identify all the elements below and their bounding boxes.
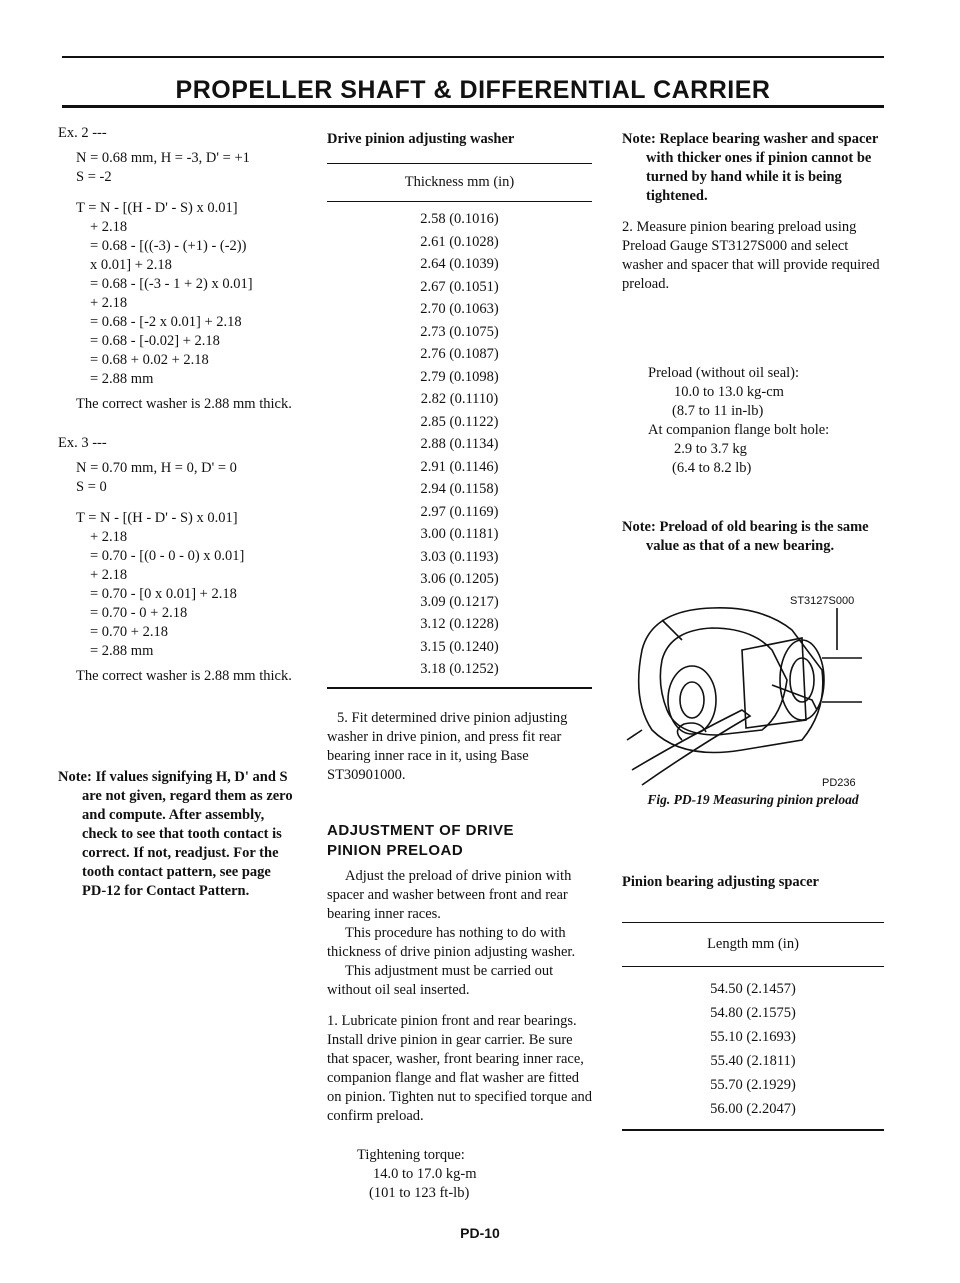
ex3-line: = 0.70 + 2.18 bbox=[90, 624, 168, 640]
ex2-title: Ex. 2 --- bbox=[58, 125, 107, 141]
column-preload bbox=[622, 130, 884, 1131]
spacer-table bbox=[622, 922, 884, 1131]
ex2-conclusion: The correct washer is 2.88 mm thick. bbox=[76, 396, 292, 412]
washer-row: 2.82 (0.1110) bbox=[420, 391, 499, 407]
step-1: 1. Lubricate pinion front and rear bearings. Install drive pinion in gear carrier. Be sure that spacer, washer, front bearing inner race, companion flange and flat washer are fitted on pinion. Tighten nut to specified torque and confirm preload. bbox=[327, 1012, 593, 1124]
preload-value-imperial: (8.7 to 11 in-lb) bbox=[672, 403, 764, 419]
spacer-row: 54.50 (2.1457) bbox=[710, 981, 796, 997]
washer-row: 2.76 (0.1087) bbox=[420, 346, 499, 362]
preload-value-metric: 10.0 to 13.0 kg-cm bbox=[674, 384, 784, 400]
washer-row: 2.64 (0.1039) bbox=[420, 256, 499, 272]
ex3-line: + 2.18 bbox=[90, 567, 128, 583]
section-title-line2: PINION PRELOAD bbox=[327, 841, 464, 859]
ex3-given-1: N = 0.70 mm, H = 0, D' = 0 bbox=[76, 460, 237, 476]
spacer-row: 55.70 (2.1929) bbox=[710, 1077, 796, 1093]
ex2-line: + 2.18 bbox=[90, 295, 128, 311]
note-old-bearing: Note: Preload of old bearing is the same value as that of a new bearing. bbox=[622, 519, 869, 554]
ex2-line: + 2.18 bbox=[90, 219, 128, 235]
washer-row: 2.94 (0.1158) bbox=[420, 481, 499, 497]
torque-label: Tightening torque: bbox=[357, 1146, 465, 1163]
ex3-given-2: S = 0 bbox=[76, 479, 107, 495]
preload-label: Preload (without oil seal): bbox=[648, 365, 800, 381]
top-rule bbox=[62, 56, 884, 58]
column-examples bbox=[58, 124, 298, 901]
fig-tool-label: ST3127S000 bbox=[790, 595, 855, 607]
washer-row: 3.00 (0.1181) bbox=[420, 526, 499, 542]
section-title-line1: ADJUSTMENT OF DRIVE bbox=[327, 821, 515, 839]
ex3-line: + 2.18 bbox=[90, 529, 128, 545]
washer-row: 2.79 (0.1098) bbox=[420, 368, 499, 385]
ex3-conclusion: The correct washer is 2.88 mm thick. bbox=[76, 668, 292, 684]
ex3-line: = 0.70 - [(0 - 0 - 0) x 0.01] bbox=[90, 548, 245, 564]
step-2: 2. Measure pinion bearing preload using Preload Gauge ST3127S000 and select washer and spacer that will provide required preload. bbox=[622, 219, 880, 292]
washer-row: 3.06 (0.1205) bbox=[420, 571, 499, 587]
ex2-given-2: S = -2 bbox=[76, 169, 112, 185]
ex2-line: = 0.68 + 0.02 + 2.18 bbox=[90, 352, 209, 368]
spacer-row: 55.10 (2.1693) bbox=[710, 1029, 796, 1045]
page-number: PD-10 bbox=[460, 1225, 500, 1241]
column-washer-table bbox=[327, 130, 592, 1203]
page-header: PROPELLER SHAFT & DIFFERENTIAL CARRIER bbox=[175, 76, 771, 104]
ex2-given-1: N = 0.68 mm, H = -3, D' = +1 bbox=[76, 150, 250, 166]
figure-caption: Fig. PD-19 Measuring pinion preload bbox=[647, 792, 859, 807]
washer-row: 3.18 (0.1252) bbox=[420, 661, 499, 677]
ex3-line: = 2.88 mm bbox=[90, 643, 154, 659]
ex3-line: = 0.70 - 0 + 2.18 bbox=[90, 605, 188, 621]
ex3-line: T = N - [(H - D' - S) x 0.01] bbox=[76, 510, 238, 526]
washer-row: 2.67 (0.1051) bbox=[420, 278, 499, 295]
washer-row: 3.15 (0.1240) bbox=[420, 638, 499, 655]
washer-table-title: Drive pinion adjusting washer bbox=[327, 131, 515, 147]
ex2-line: = 0.68 - [-0.02] + 2.18 bbox=[90, 333, 220, 349]
ex2-line: T = N - [(H - D' - S) x 0.01] bbox=[76, 200, 238, 216]
washer-table bbox=[327, 163, 592, 689]
washer-row: 2.70 (0.1063) bbox=[420, 301, 499, 317]
spacer-table-header: Length mm (in) bbox=[707, 936, 799, 952]
preload-paragraph-2: This procedure has nothing to do with thickness of drive pinion adjusting washer. bbox=[327, 924, 576, 960]
flange-value-metric: 2.9 to 3.7 kg bbox=[674, 441, 747, 457]
preload-paragraph-1: Adjust the preload of drive pinion with spacer and washer between front and rear bearing inner races. bbox=[327, 867, 572, 922]
spacer-table-title: Pinion bearing adjusting spacer bbox=[622, 874, 819, 890]
ex2-line: = 0.68 - [(-3 - 1 + 2) x 0.01] bbox=[90, 276, 253, 292]
torque-value-imperial: (101 to 123 ft-lb) bbox=[369, 1184, 470, 1201]
washer-row: 2.73 (0.1075) bbox=[420, 323, 499, 340]
spacer-row: 54.80 (2.1575) bbox=[710, 1005, 796, 1021]
washer-row: 2.58 (0.1016) bbox=[420, 211, 499, 227]
washer-row: 2.61 (0.1028) bbox=[420, 233, 499, 250]
torque-value-metric: 14.0 to 17.0 kg-m bbox=[373, 1165, 477, 1182]
washer-row: 3.03 (0.1193) bbox=[420, 548, 499, 565]
ex2-line: x 0.01] + 2.18 bbox=[90, 257, 172, 273]
note-replace-washer: Note: Replace bearing washer and spacer with thicker ones if pinion cannot be turned by hand while it is being tightened. bbox=[622, 131, 879, 204]
fig-code: PD236 bbox=[822, 777, 856, 789]
washer-row: 2.97 (0.1169) bbox=[420, 503, 499, 520]
washer-row: 2.85 (0.1122) bbox=[420, 413, 499, 430]
spacer-row: 56.00 (2.2047) bbox=[710, 1101, 796, 1117]
flange-label: At companion flange bolt hole: bbox=[648, 422, 830, 438]
washer-row: 2.91 (0.1146) bbox=[420, 458, 499, 475]
figure-preload-gauge bbox=[622, 590, 884, 790]
washer-row: 2.88 (0.1134) bbox=[420, 436, 499, 452]
washer-table-header: Thickness mm (in) bbox=[404, 174, 515, 190]
ex3-line: = 0.70 - [0 x 0.01] + 2.18 bbox=[90, 586, 237, 602]
header-rule bbox=[62, 105, 884, 108]
preload-paragraph-3: This adjustment must be carried out without oil seal inserted. bbox=[327, 962, 554, 998]
flange-value-imperial: (6.4 to 8.2 lb) bbox=[672, 460, 752, 476]
washer-row: 3.09 (0.1217) bbox=[420, 593, 499, 610]
step-5: 5. Fit determined drive pinion adjusting washer in drive pinion, and press fit rear bearing inner race in it, using Base ST30901000. bbox=[327, 709, 568, 783]
ex2-line: = 0.68 - [-2 x 0.01] + 2.18 bbox=[90, 314, 242, 330]
preload-gauge-illustration bbox=[622, 590, 884, 790]
ex3-title: Ex. 3 --- bbox=[58, 435, 107, 451]
washer-row: 3.12 (0.1228) bbox=[420, 616, 499, 632]
ex2-line: = 2.88 mm bbox=[90, 371, 154, 387]
ex2-line: = 0.68 - [((-3) - (+1) - (-2)) bbox=[90, 238, 247, 254]
note-values: Note: If values signifying H, D' and S are not given, regard them as zero and compute. After assembly, check to see that tooth contact is correct. If not, readjust. For the tooth contact pattern, see page PD-12 for Contact Pattern. bbox=[58, 769, 293, 899]
spacer-row: 55.40 (2.1811) bbox=[710, 1053, 796, 1069]
